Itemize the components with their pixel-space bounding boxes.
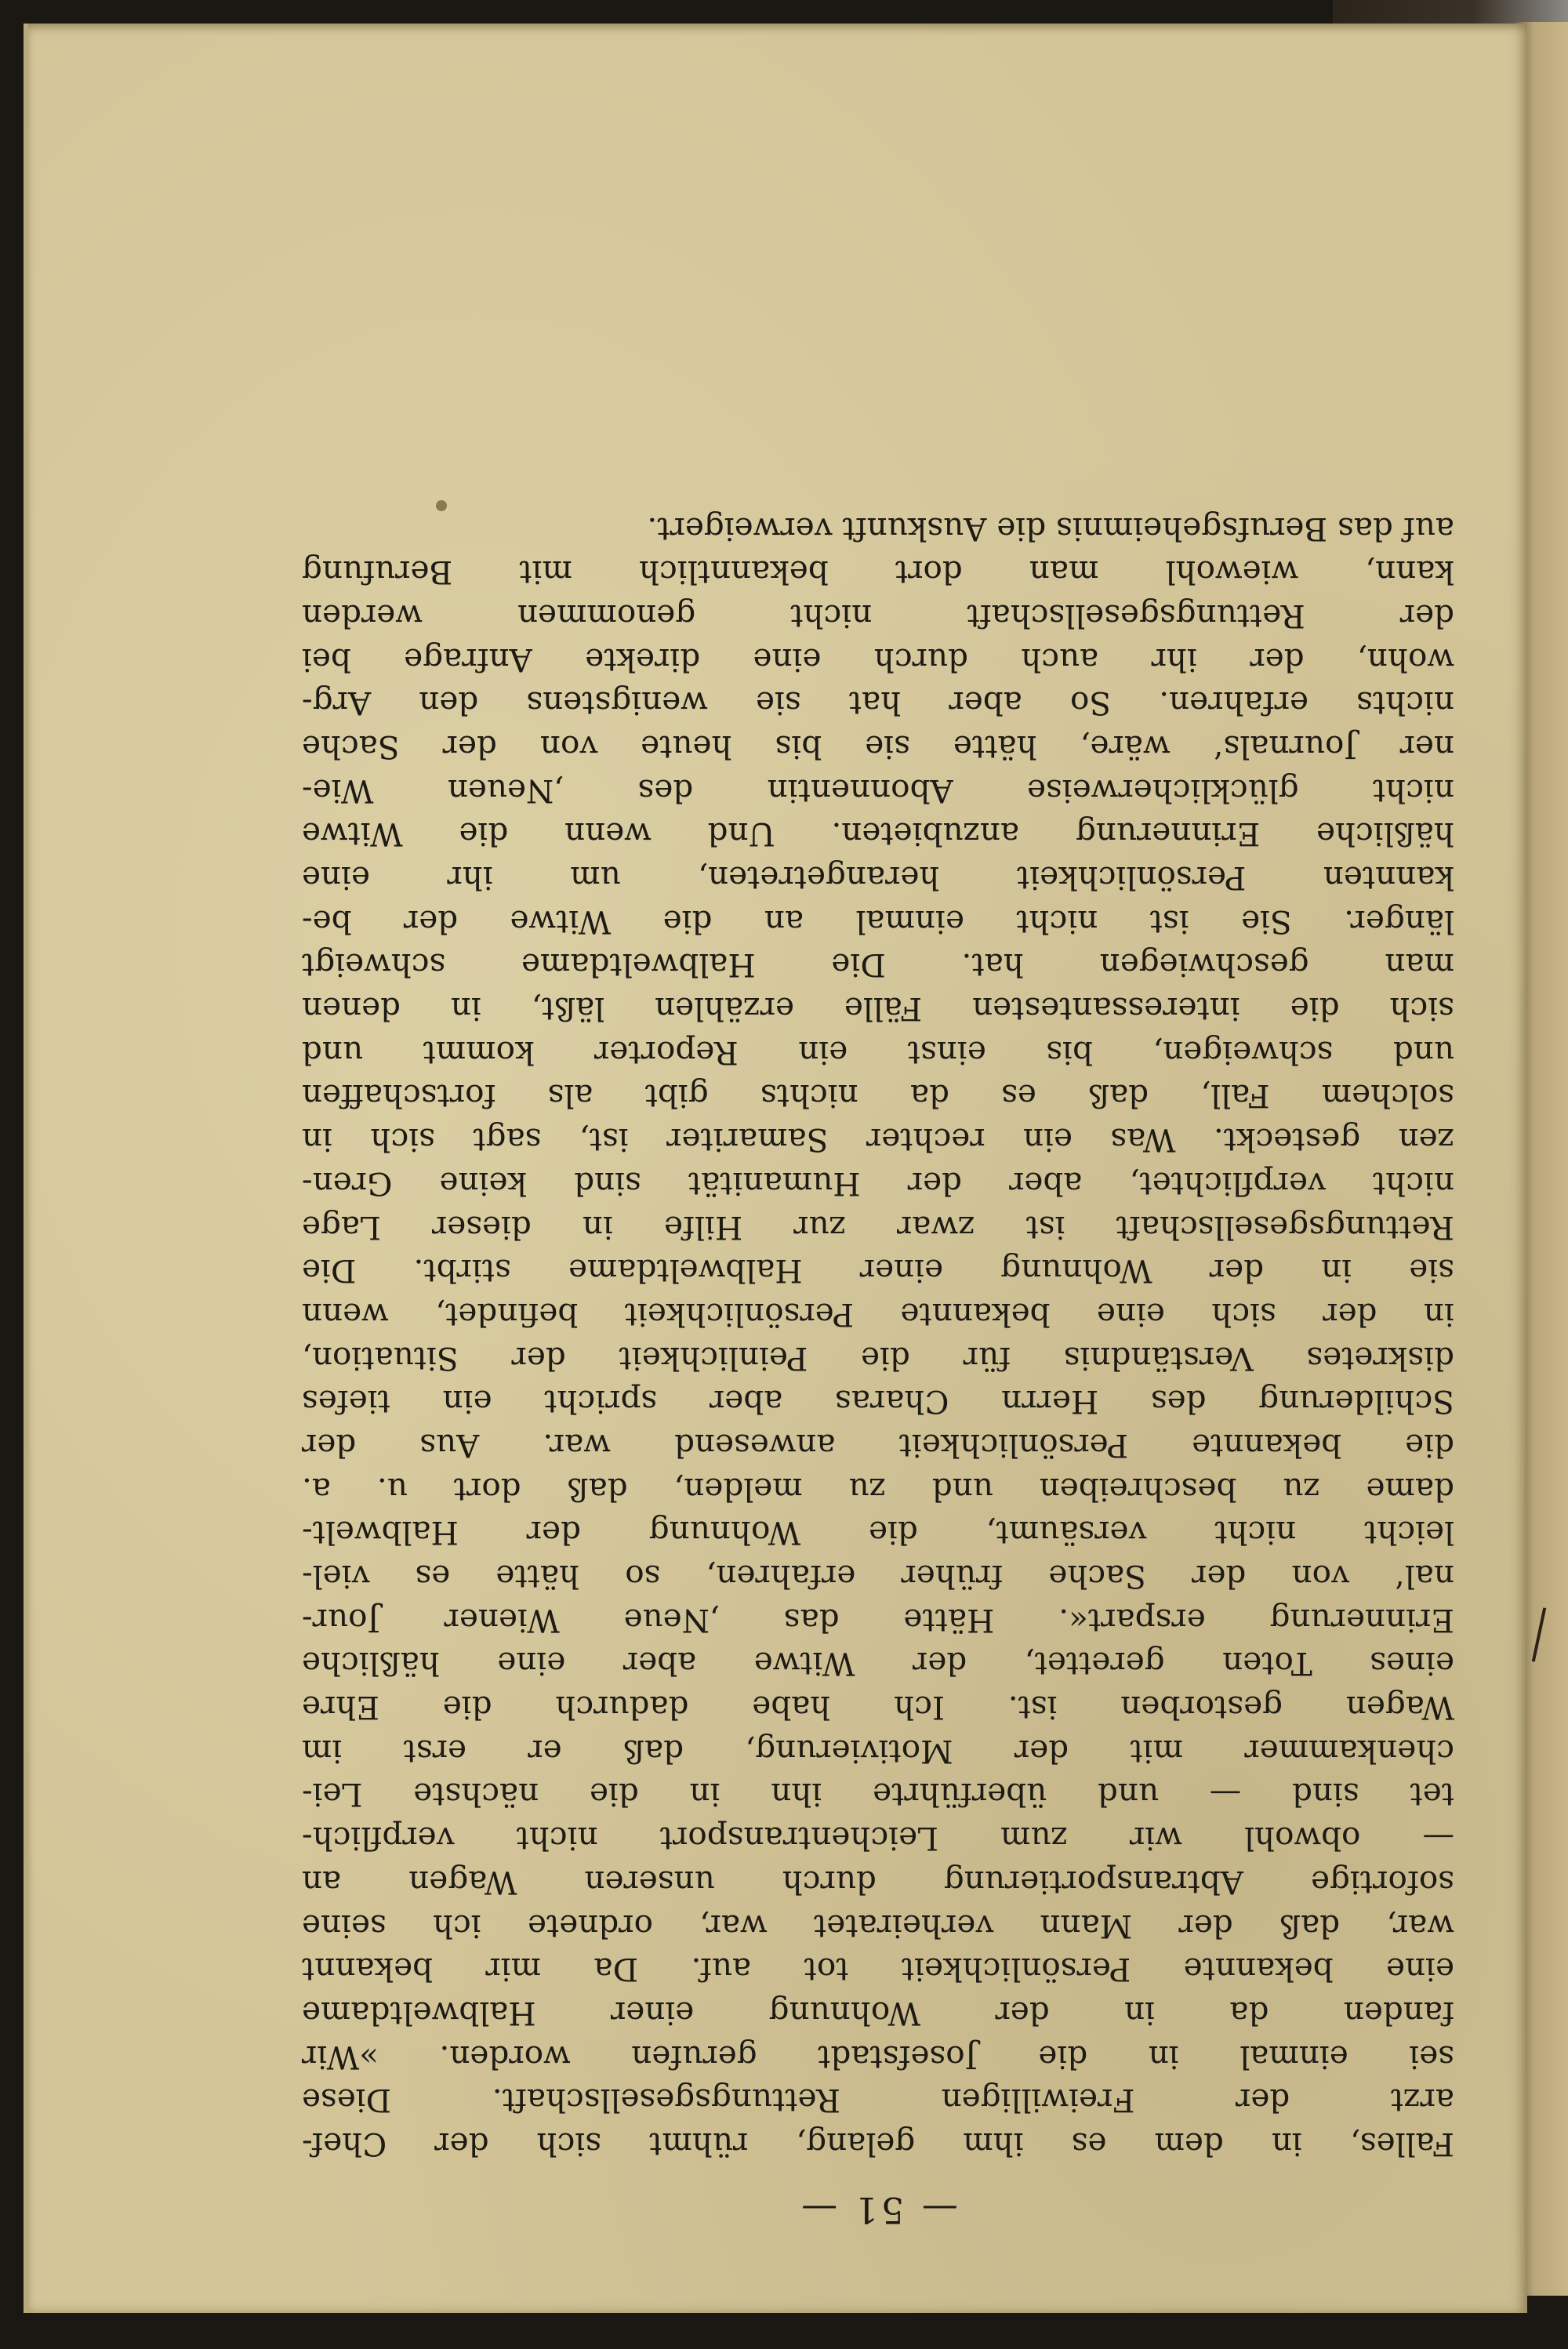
text-line: — obwohl wir zum Leichentransport nicht verpflich- [302,1820,1454,1858]
text-line: chenkammer mit der Motivierung, daß er erst im [302,1732,1454,1770]
text-line: länger. Sie ist nicht einmal an die Witwe der be- [302,902,1454,941]
text-line: kannten Persönlichkeit herangetreten, um ihr eine [302,859,1454,898]
text-line: in der sich eine bekannte Persönlichkeit befindet, wenn [302,1295,1454,1334]
text-line: auf das Berufsgeheimnis die Auskunft verweigert. [647,510,1454,548]
text-line: und schweigen, bis einst ein Reporter kommt und [302,1033,1454,1072]
text-line: zen gesteckt. Was ein rechter Samariter ist, sagt sich in [302,1121,1454,1160]
text-block-upside-down [302,494,1454,2235]
text-line: die bekannte Persönlichkeit anwesend war. Aus der [302,1427,1454,1465]
text-line: wohn, der ihr auch durch eine direkte Anfrage bei [302,641,1454,679]
text-line: man geschwiegen hat. Die Halbweltdame schweigt [302,946,1454,985]
text-line: solchem Fall, daß es da nichts gibt als fortschaffen [302,1077,1454,1116]
text-line: Rettungsgesellschaft ist zwar zur Hilfe in dieser Lage [302,1208,1454,1247]
text-line: diskretes Verständnis für die Peinlichkeit der Situation, [302,1339,1454,1378]
text-line: nicht glücklicherweise Abonnentin des ‚Neuen Wie- [302,772,1454,810]
text-line: sei einmal in die Josefstadt gerufen worden. »Wir [302,2038,1454,2076]
text-line: ner Journals‘ wäre, hätte sie bis heute von der Sache [302,728,1454,766]
body-text [302,506,1454,2166]
text-line: Schilderung des Herrn Charas aber spricht ein tiefes [302,1383,1454,1421]
text-line: leicht nicht versäumt, die Wohnung der Halbwelt- [302,1514,1454,1552]
text-line: nicht verpflichtet, aber der Humanität sind keine Gren- [302,1164,1454,1203]
text-line: Falles, in dem es ihm gelang, rühmt sich der Chef- [302,2126,1454,2163]
text-line: fanden da in der Wohnung einer Halbweltdame [302,1994,1454,2032]
text-line: sofortige Abtransportierung durch unseren Wagen an [302,1863,1454,1901]
page-number: — 51 — [798,2189,958,2231]
text-line: sich die interessantesten Fälle erzählen läßt, in denen [302,990,1454,1029]
text-line: war, daß der Mann verheiratet war, ordnete ich seine [302,1907,1454,1945]
text-line: häßliche Erinnerung anzubieten. Und wenn die Witwe [302,815,1454,854]
text-line: eine bekannte Persönlichkeit tot auf. Da mir bekannt [302,1951,1454,1989]
text-line: eines Toten gerettet, der Witwe aber eine häßliche [302,1645,1454,1683]
text-line: kann, wiewohl man dort bekanntlich mit Berufung [302,554,1454,592]
text-line: tet sind — und überführte ihn in die nächste Lei- [302,1776,1454,1814]
text-line: dame zu beschreiben und zu melden, daß dort u. a. [302,1470,1454,1509]
text-line: der Rettungsgesellschaft nicht genommen werden [302,597,1454,635]
text-line: nichts erfahren. So aber hat sie wenigstens den Arg- [302,684,1454,723]
text-line: Wagen gestorben ist. Ich habe dadurch die Ehre [302,1689,1454,1727]
text-line: arzt der Freiwilligen Rettungsgesellschaft. Diese [302,2082,1454,2120]
text-line: Erinnerung erspart«. Hätte das ‚Neue Wiener Jour- [302,1601,1454,1639]
text-line: sie in der Wohnung einer Halbweltdame stirbt. Die [302,1252,1454,1291]
text-line: nal‘ von der Sache früher erfahren, so hätte es viel- [302,1558,1454,1596]
